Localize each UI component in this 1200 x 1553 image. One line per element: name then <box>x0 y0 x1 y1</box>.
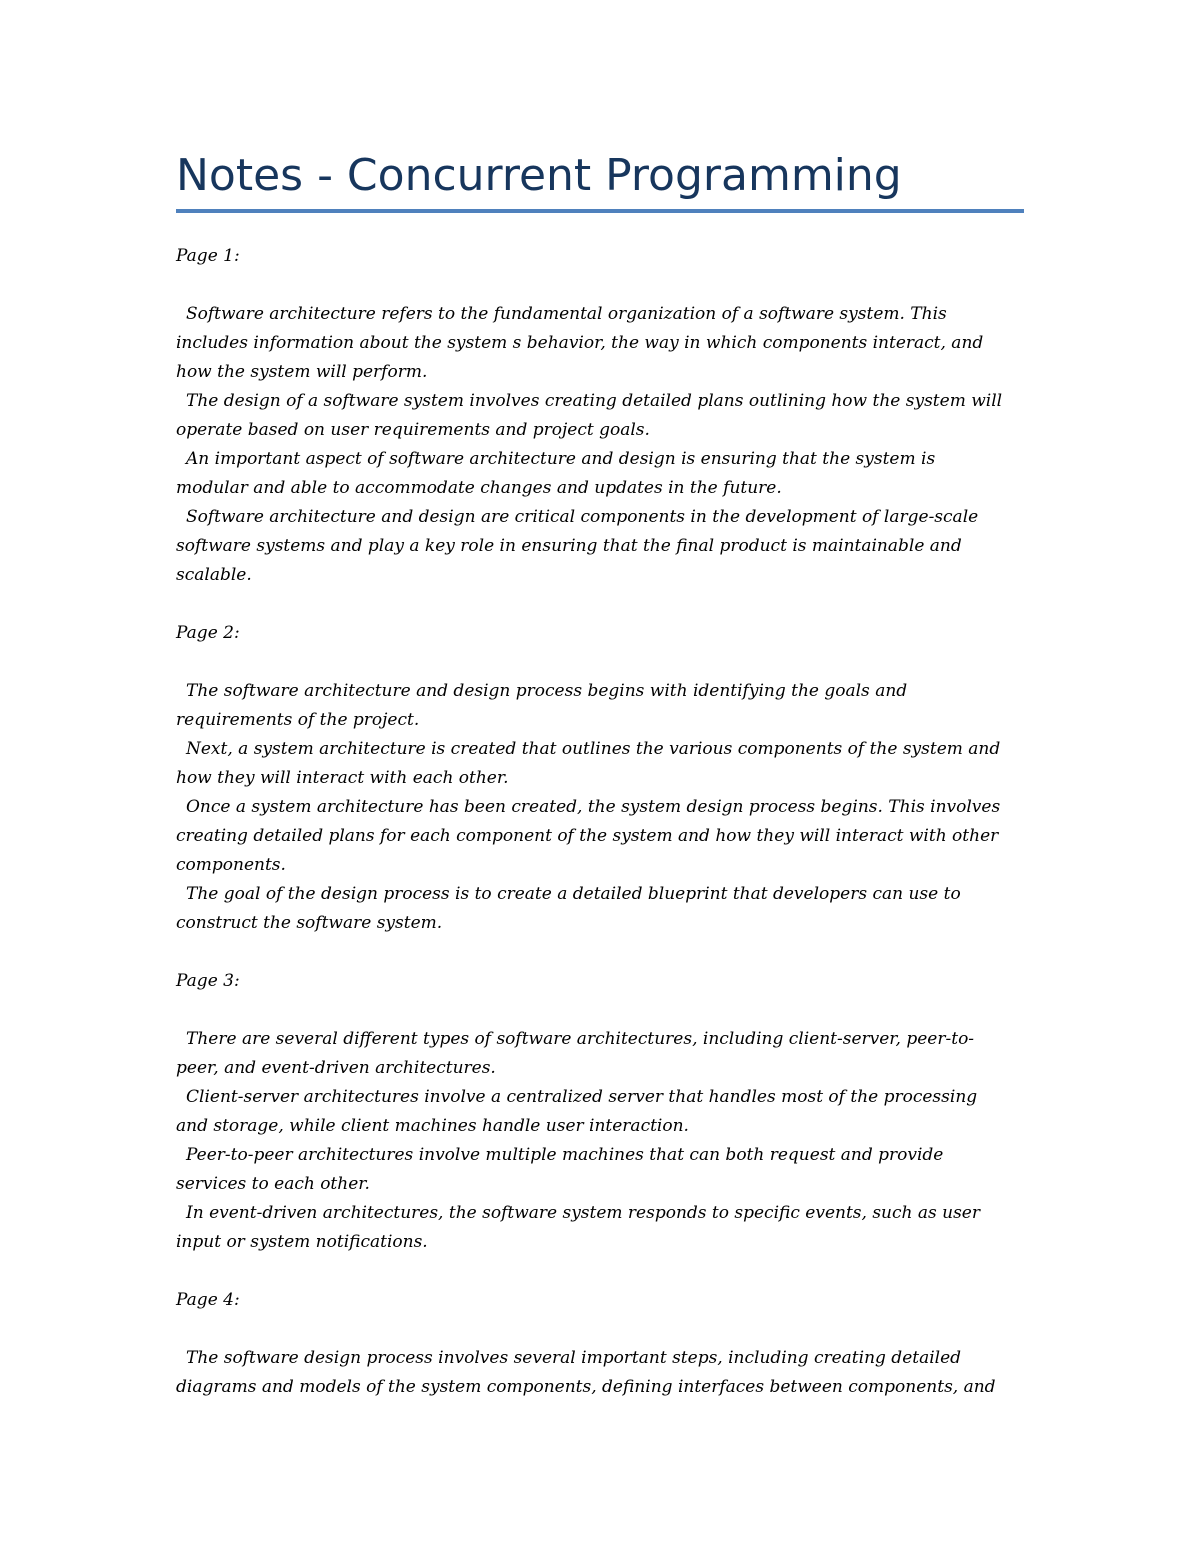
document-body <box>176 242 1036 1402</box>
blank-line <box>176 938 1036 967</box>
paragraph-line: requirements of the project. <box>176 710 420 730</box>
paragraph-line: software systems and play a key role in ensuring that the final product is maintainable and <box>176 536 962 556</box>
paragraph-line: how the system will perform. <box>176 362 428 382</box>
section-heading-page-4: Page 4: <box>176 1290 240 1310</box>
paragraph-line: components. <box>176 855 286 875</box>
paragraph-line: The goal of the design process is to create a detailed blueprint that developers can use to <box>186 884 961 904</box>
blank-line <box>176 1315 1036 1344</box>
paragraph-line: In event-driven architectures, the software system responds to specific events, such as user <box>186 1203 980 1223</box>
paragraph-line: diagrams and models of the system components, defining interfaces between components, and <box>176 1377 996 1397</box>
title-underline-divider <box>176 209 1024 213</box>
paragraph-line: peer, and event-driven architectures. <box>176 1058 496 1078</box>
blank-line <box>176 590 1036 619</box>
paragraph-line: scalable. <box>176 565 252 585</box>
document-title: Notes - Concurrent Programming <box>176 150 902 201</box>
section-heading-page-3: Page 3: <box>176 971 240 991</box>
paragraph-line: Next, a system architecture is created that outlines the various components of the system and <box>186 739 1001 759</box>
paragraph-line: The software architecture and design process begins with identifying the goals and <box>186 681 908 701</box>
paragraph-line: services to each other. <box>176 1174 370 1194</box>
paragraph-line: The software design process involves several important steps, including creating detailed <box>186 1348 962 1368</box>
blank-line <box>176 1257 1036 1286</box>
blank-line <box>176 648 1036 677</box>
paragraph-line: The design of a software system involves creating detailed plans outlining how the system will <box>186 391 1003 411</box>
blank-line <box>176 996 1036 1025</box>
paragraph-line: input or system notifications. <box>176 1232 428 1252</box>
paragraph-line: includes information about the system s behavior, the way in which components interact, and <box>176 333 984 353</box>
paragraph-line: Client-server architectures involve a centralized server that handles most of the processing <box>186 1087 978 1107</box>
paragraph-line: Software architecture and design are critical components in the development of large-scale <box>186 507 979 527</box>
paragraph-line: and storage, while client machines handle user interaction. <box>176 1116 689 1136</box>
paragraph-line: Once a system architecture has been created, the system design process begins. This involves <box>186 797 1001 817</box>
paragraph-line: There are several different types of software architectures, including client-server, peer-to- <box>186 1029 975 1049</box>
paragraph-line: modular and able to accommodate changes and updates in the future. <box>176 478 782 498</box>
blank-line <box>176 271 1036 300</box>
paragraph-line: creating detailed plans for each component of the system and how they will interact with other <box>176 826 999 846</box>
paragraph-line: operate based on user requirements and project goals. <box>176 420 650 440</box>
paragraph-line: Peer-to-peer architectures involve multiple machines that can both request and provide <box>186 1145 944 1165</box>
section-heading-page-2: Page 2: <box>176 623 240 643</box>
paragraph-line: An important aspect of software architecture and design is ensuring that the system is <box>186 449 936 469</box>
paragraph-line: how they will interact with each other. <box>176 768 509 788</box>
paragraph-line: Software architecture refers to the fundamental organization of a software system. This <box>186 304 947 324</box>
section-heading-page-1: Page 1: <box>176 246 240 266</box>
paragraph-line: construct the software system. <box>176 913 443 933</box>
